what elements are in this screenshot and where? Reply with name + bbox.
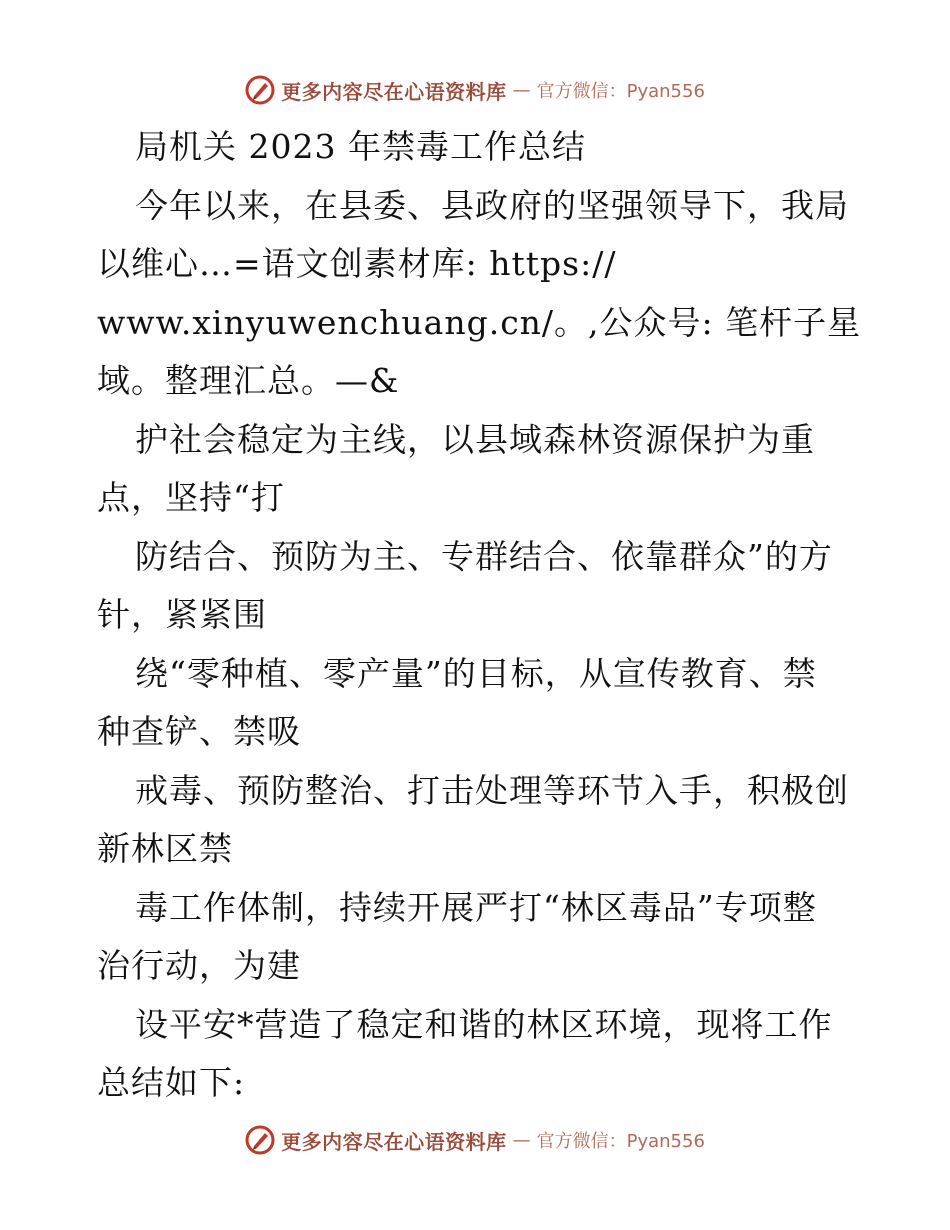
body-line-5: 护社会稳定为主线，以县域森林资源保护为重 <box>135 419 815 459</box>
document-title: 局机关 2023 年禁毒工作总结 <box>135 127 586 166</box>
body-line-12: 新林区禁 <box>97 829 233 868</box>
body-line-13: 毒工作体制，持续开展严打“林区毒品”专项整 <box>135 887 817 927</box>
pen-logo-icon <box>245 75 275 105</box>
body-line-15: 设平安*营造了稳定和谐的林区环境，现将工作 <box>135 1004 833 1044</box>
header-separator: — <box>512 79 531 101</box>
footer-wechat-text: 官方微信：Pyan556 <box>536 1131 705 1152</box>
body-line-3: www.xinyuwenchuang.cn/。,公众号: 笔杆子星 <box>97 302 862 342</box>
header-wechat-text: 官方微信：Pyan556 <box>536 81 705 102</box>
document-body <box>97 118 867 1113</box>
body-line-4: 域。整理汇总。—& <box>97 361 400 400</box>
footer-site-text: 更多内容尽在心语资料库 <box>281 1129 507 1154</box>
footer-separator: — <box>512 1129 531 1151</box>
body-line-11: 戒毒、预防整治、打击处理等环节入手，积极创 <box>135 770 849 810</box>
body-line-10: 种查铲、禁吸 <box>97 712 301 751</box>
body-line-8: 针，紧紧围 <box>97 595 267 634</box>
header-site-text: 更多内容尽在心语资料库 <box>281 79 507 104</box>
body-line-16: 总结如下: <box>97 1063 246 1102</box>
body-line-7: 防结合、预防为主、专群结合、依靠群众”的方 <box>135 536 833 576</box>
header-watermark-banner <box>0 72 950 108</box>
body-line-9: 绕“零种植、零产量”的目标，从宣传教育、禁 <box>135 653 817 693</box>
pen-logo-icon <box>245 1125 275 1155</box>
body-line-1: 今年以来，在县委、县政府的坚强领导下，我局 <box>135 185 849 225</box>
footer-watermark-banner <box>0 1122 950 1158</box>
body-line-2: 以维心…=语文创素材库: https:// <box>97 244 617 283</box>
body-line-6: 点，坚持“打 <box>97 478 285 517</box>
body-line-14: 治行动，为建 <box>97 946 301 985</box>
